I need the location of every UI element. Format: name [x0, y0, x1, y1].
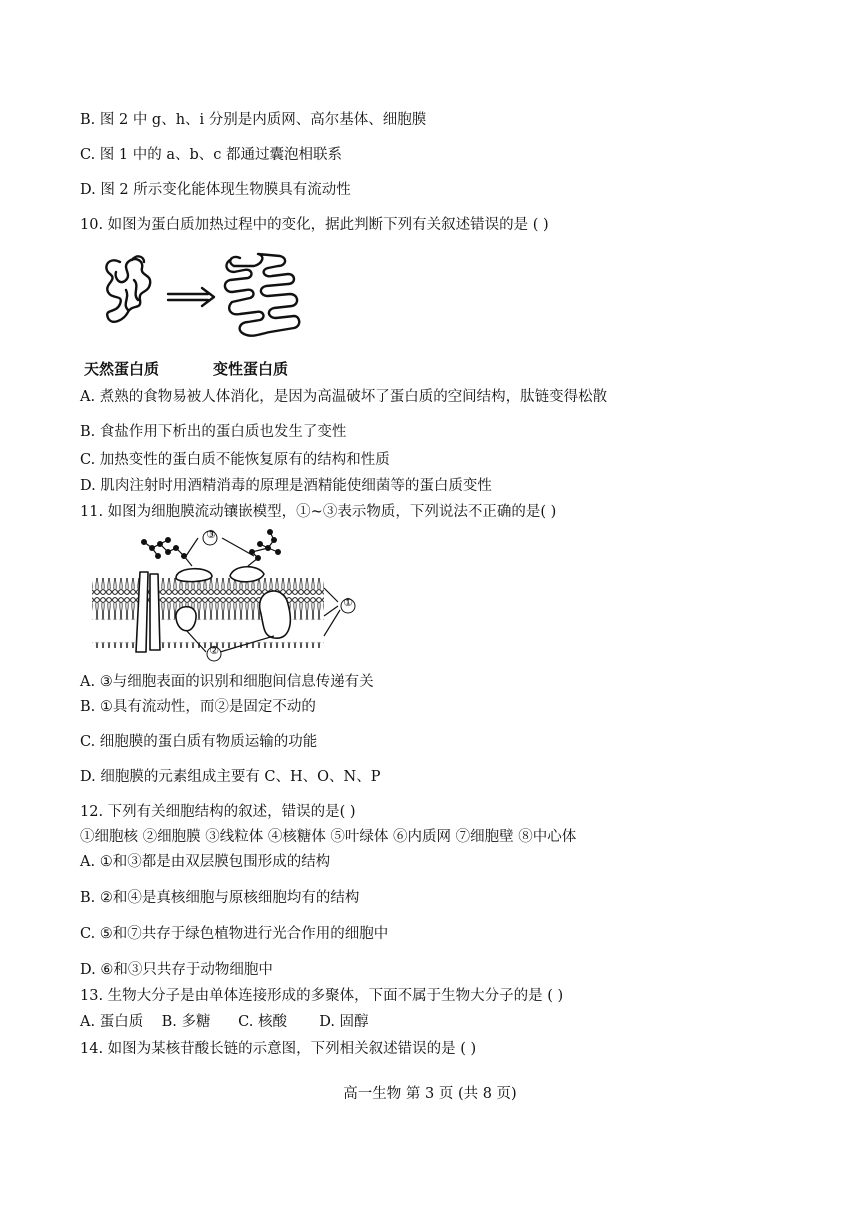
label-1-pointers [324, 588, 340, 636]
embedded-protein [176, 607, 196, 631]
cell-membrane-figure [88, 526, 368, 666]
option-11c: C. 细胞膜的蛋白质有物质运输的功能 [80, 734, 318, 750]
surface-protein-right [230, 567, 264, 582]
option-10d: D. 肌肉注射时用酒精消毒的原理是酒精能使细菌等的蛋白质变性 [80, 478, 492, 494]
native-protein-label: 天然蛋白质 [84, 360, 160, 378]
page-footer: 高一生物 第 3 页 (共 8 页) [343, 1086, 517, 1102]
question-12-stem: 12. 下列有关细胞结构的叙述，错误的是( ) [80, 804, 356, 820]
reaction-arrow [168, 288, 214, 306]
option-12b: B. ②和④是真核细胞与原核细胞均有的结构 [80, 890, 360, 906]
question-13-stem: 13. 生物大分子是由单体连接形成的多聚体，下面不属于生物大分子的是 ( ) [80, 988, 564, 1004]
question-13-options: A. 蛋白质 B. 多糖 C. 核酸 D. 固醇 [80, 1014, 369, 1030]
option-11d: D. 细胞膜的元素组成主要有 C、H、O、N、P [80, 769, 381, 785]
denatured-protein-label: 变性蛋白质 [213, 360, 289, 378]
option-10b: B. 食盐作用下析出的蛋白质也发生了变性 [80, 424, 347, 440]
question-12-items: ①细胞核 ②细胞膜 ③线粒体 ④核糖体 ⑤叶绿体 ⑥内质网 ⑦细胞壁 ⑧中心体 [80, 829, 577, 845]
option-12d: D. ⑥和③只共存于动物细胞中 [80, 962, 273, 978]
option-11b: B. ①具有流动性，而②是固定不动的 [80, 699, 316, 715]
question-14-stem: 14. 如图为某核苷酸长链的示意图，下列相关叙述错误的是 ( ) [80, 1041, 477, 1057]
denatured-protein-coil [225, 254, 299, 336]
surface-protein-left [176, 569, 212, 582]
membrane-label-2: ② [209, 644, 219, 657]
native-protein-coil [106, 256, 150, 321]
option-9b: B. 图 2 中 g、h、i 分别是内质网、高尔基体、细胞膜 [80, 112, 427, 128]
option-12a: A. ①和③都是由双层膜包围形成的结构 [80, 854, 331, 870]
option-12c: C. ⑤和⑦共存于绿色植物进行光合作用的细胞中 [80, 926, 389, 942]
question-10-stem: 10. 如图为蛋白质加热过程中的变化，据此判断下列有关叙述错误的是 ( ) [80, 217, 549, 233]
option-11a: A. ③与细胞表面的识别和细胞间信息传递有关 [80, 674, 374, 690]
question-11-stem: 11. 如图为细胞膜流动镶嵌模型，①~③表示物质，下列说法不正确的是( ) [80, 504, 557, 520]
option-10a: A. 煮熟的食物易被人体消化，是因为高温破坏了蛋白质的空间结构，肽链变得松散 [80, 389, 608, 405]
label-3-pointers [186, 538, 254, 556]
membrane-label-3: ③ [206, 528, 216, 541]
option-10c: C. 加热变性的蛋白质不能恢复原有的结构和性质 [80, 452, 390, 468]
option-9c: C. 图 1 中的 a、b、c 都通过囊泡相联系 [80, 147, 343, 163]
protein-denaturation-figure [90, 250, 330, 350]
membrane-label-1: ① [343, 596, 353, 609]
option-9d: D. 图 2 所示变化能体现生物膜具有流动性 [80, 182, 351, 198]
transmembrane-protein [260, 591, 291, 638]
